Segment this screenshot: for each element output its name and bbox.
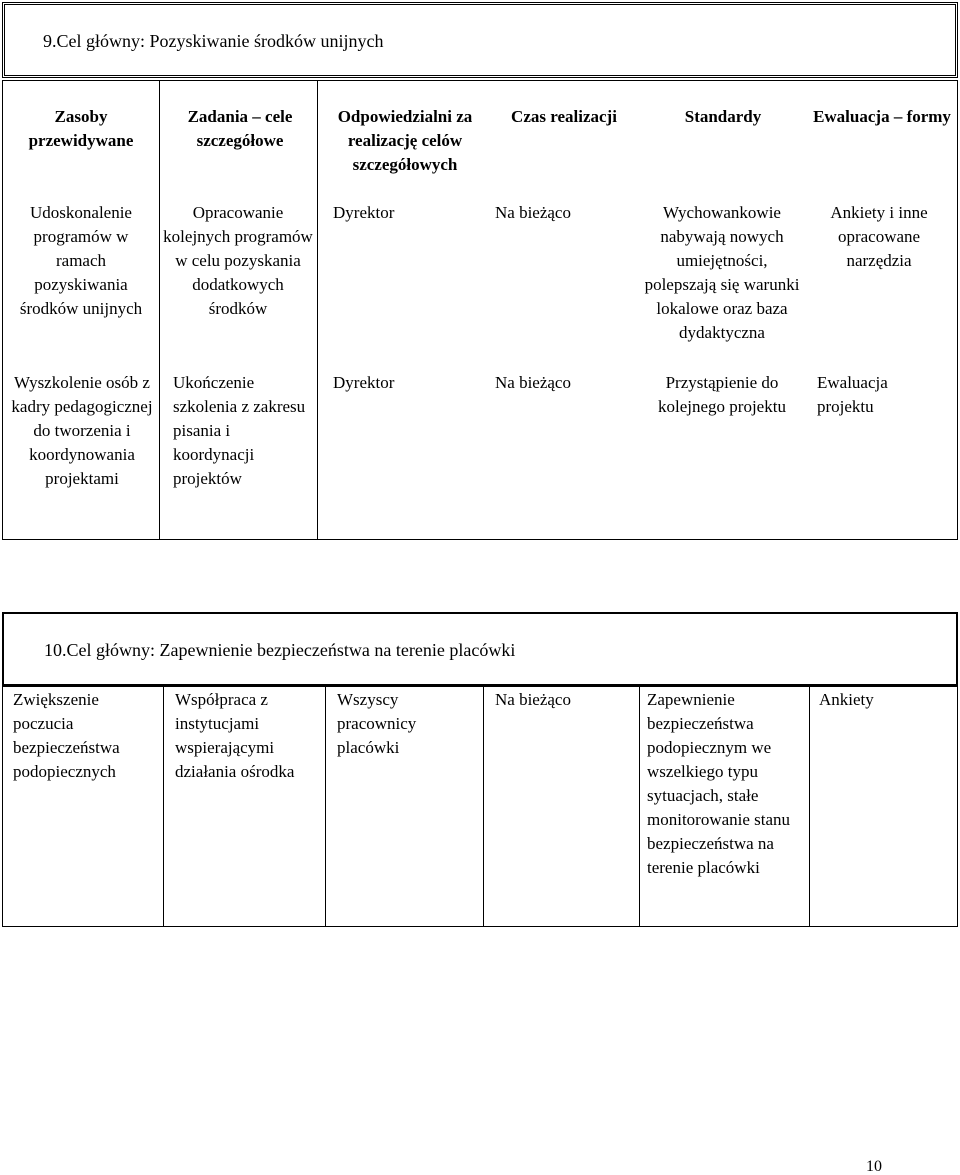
row1-zadania: Opracowanie kolejnych programów w celu pozyskania dodatkowych środków (163, 203, 313, 318)
row1-czas: Na bieżąco (495, 203, 571, 222)
section-9-table (2, 80, 958, 540)
page-number: 10 (866, 1158, 882, 1175)
s10-czas: Na bieżąco (495, 690, 571, 709)
column-divider (159, 81, 160, 539)
row2-odpowiedzialni: Dyrektor (333, 373, 395, 392)
row1-odpowiedzialni: Dyrektor (333, 203, 395, 222)
column-divider (317, 81, 318, 539)
section-10-title: 10.Cel główny: Zapewnienie bezpieczeństwa na terenie placówki (2, 612, 958, 686)
header-ewaluacja: Ewaluacja – formy (813, 107, 951, 126)
row2-standardy: Przystąpienie do kolejnego projektu (658, 373, 786, 416)
column-divider (163, 687, 164, 926)
s10-ewaluacja: Ankiety (819, 690, 874, 709)
row2-zasoby: Wyszkolenie osób z kadry pedagogicznej do tworzenia i koordynowania projektami (11, 373, 153, 488)
header-zasoby: Zasoby przewidywane (28, 107, 134, 150)
column-divider (639, 687, 640, 926)
row1-zasoby: Udoskonalenie programów w ramach pozyskiwania środków unijnych (19, 203, 143, 318)
row2-ewaluacja: Ewaluacja projektu (817, 373, 888, 416)
column-divider (809, 687, 810, 926)
header-czas: Czas realizacji (511, 107, 617, 126)
row2-zadania: Ukończenie szkolenia z zakresu pisania i koordynacji projektów (173, 373, 306, 488)
s10-odpowiedzialni: Wszyscy pracownicy placówki (337, 690, 417, 757)
s10-standardy: Zapewnienie bezpieczeństwa podopiecznym we wszelkiego typu sytuacjach, stałe monitorowanie stanu bezpieczeństwa na terenie placówki (647, 690, 791, 877)
column-divider (325, 687, 326, 926)
row2-czas: Na bieżąco (495, 373, 571, 392)
header-standardy: Standardy (684, 107, 762, 126)
section-10-table (2, 686, 958, 927)
row1-ewaluacja: Ankiety i inne opracowane narzędzia (830, 203, 928, 270)
column-divider (483, 687, 484, 926)
s10-zasoby: Zwiększenie poczucia bezpieczeństwa podopiecznych (13, 690, 120, 781)
header-zadania: Zadania – cele szczegółowe (187, 107, 293, 150)
row1-standardy: Wychowankowie nabywają nowych umiejętności, polepszają się warunki lokalowe oraz baza dydaktyczna (644, 203, 800, 342)
header-odpowiedzialni: Odpowiedzialni za realizację celów szczegółowych (337, 107, 473, 174)
s10-zadania: Współpraca z instytucjami wspierającymi działania ośrodka (175, 690, 295, 781)
section-9-title: 9.Cel główny: Pozyskiwanie środków unijnych (2, 2, 958, 78)
